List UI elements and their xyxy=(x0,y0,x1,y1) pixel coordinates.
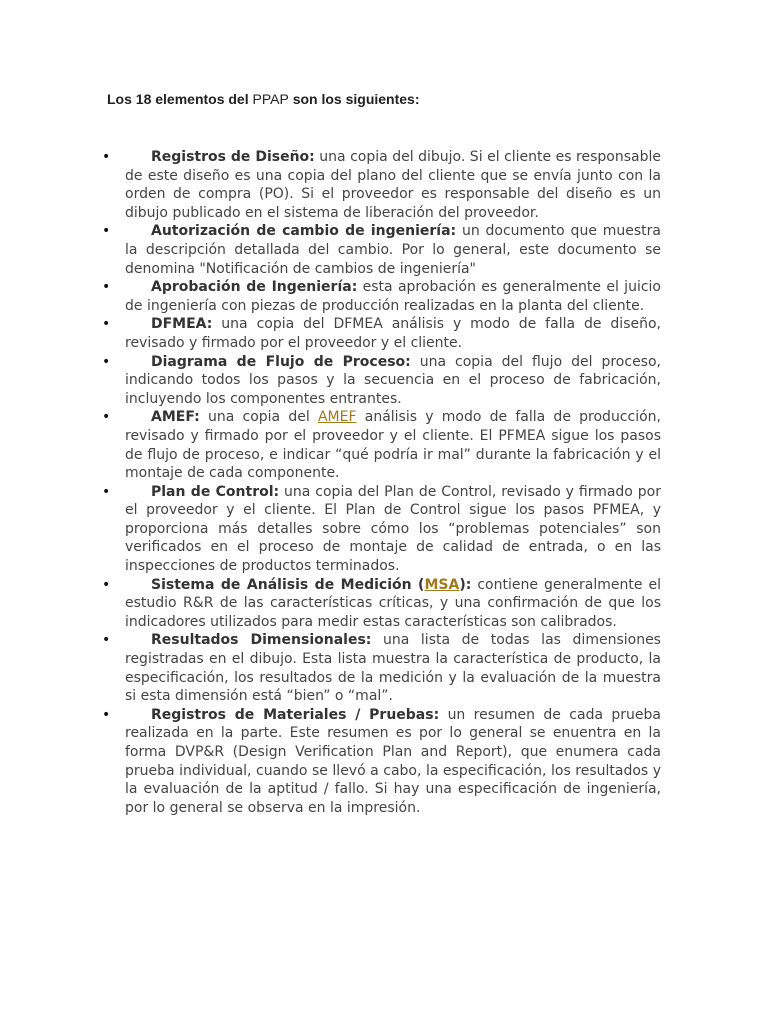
list-item xyxy=(102,315,661,352)
bullet-icon: • xyxy=(102,279,111,296)
item-term: Registros de Materiales / Pruebas: xyxy=(151,706,440,723)
bullet-icon: • xyxy=(102,223,111,240)
amef-link[interactable]: AMEF xyxy=(317,409,357,426)
item-text-post: contiene generalmente el estudio R&R de las características críticas, y una confirmación de que los indicadores utilizados para medir estas características son calibrados. xyxy=(125,576,661,630)
list-item xyxy=(102,706,662,818)
item-text: una copia del dibujo. Si el cliente es responsable de este diseño es una copia del plano del cliente que se envía junto con la orden de compra (PO). Si el proveedor es responsable del diseño es un dibujo publicado en el sistema de liberación del proveedor. xyxy=(125,149,661,221)
msa-link[interactable]: MSA xyxy=(424,576,460,593)
list-item xyxy=(102,408,661,482)
ppap-elements-list xyxy=(102,148,662,817)
heading-part2: PPAP xyxy=(252,91,289,107)
bullet-icon: • xyxy=(102,316,111,333)
item-term: Sistema de Análisis de Medición ( xyxy=(151,576,425,593)
bullet-icon: • xyxy=(102,149,111,165)
item-text-post: análisis y modo de falla de producción, revisado y firmado por el proveedor y el cliente. El PFMEA sigue los pasos de flujo de proceso, e indicar “qué podría ir mal” durante la fabricación y el montaje de cada componente. xyxy=(125,409,661,482)
item-text: una copia del Plan de Control, revisado y firmado por el proveedor y el cliente. El Plan de Control sigue los pasos PFMEA, y proporciona más detalles sobre cómo los “problemas potenciales” son verificados en el proceso de montaje de calidad de entrada, o en las inspecciones de productos terminados. xyxy=(125,483,661,575)
item-text: un resumen de cada prueba realizada en la parte. Este resumen es por lo general se enuentra en la forma DVP&R (Design Verification Plan and Report), que enumera cada prueba individual, cuando se llevó a cabo, la especificación, los resultados y la evaluación de la aptitud / fallo. Si hay una especificación de ingeniería, por lo general se observa en la impresión. xyxy=(125,706,662,816)
list-item xyxy=(102,278,661,315)
item-term-end: ): xyxy=(459,576,472,593)
list-item xyxy=(102,222,661,278)
bullet-icon: • xyxy=(102,409,111,426)
list-item xyxy=(102,631,661,705)
item-term: DFMEA: xyxy=(151,316,213,333)
item-term: Autorización de cambio de ingeniería: xyxy=(151,223,457,240)
item-term: Resultados Dimensionales: xyxy=(151,632,372,649)
list-item xyxy=(102,148,661,222)
heading-part1: Los 18 elementos del xyxy=(107,91,253,107)
item-text: esta aprobación es generalmente el juicio de ingeniería con piezas de producción realizadas en la planta del cliente. xyxy=(125,279,661,314)
page-heading xyxy=(107,91,420,107)
item-text: una lista de todas las dimensiones registradas en el dibujo. Esta lista muestra la característica de producto, la especificación, los resultados de la medición y la evaluación de la muestra si esta dimensión está “bien” o “mal”. xyxy=(125,632,661,705)
item-text: una copia del flujo del proceso, indicando todos los pasos y la secuencia en el proceso de fabricación, incluyendo los componentes entrantes. xyxy=(125,353,661,407)
bullet-icon: • xyxy=(102,632,111,649)
bullet-icon: • xyxy=(102,353,111,370)
item-text: una copia del DFMEA análisis y modo de falla de diseño, revisado y firmado por el proveedor y el cliente. xyxy=(125,316,661,351)
bullet-icon: • xyxy=(102,483,111,500)
item-term: Diagrama de Flujo de Proceso: xyxy=(151,353,411,370)
item-text-pre: una copia del xyxy=(199,409,318,426)
list-item xyxy=(102,353,661,409)
list-item xyxy=(102,576,661,632)
bullet-icon: • xyxy=(102,576,111,593)
item-text: un documento que muestra la descripción detallada del cambio. Por lo general, este documento se denomina "Notificación de cambios de ingeniería" xyxy=(125,223,661,277)
list-item xyxy=(102,483,661,576)
item-term: Plan de Control: xyxy=(151,483,280,500)
item-term: Registros de Diseño: xyxy=(151,149,315,165)
bullet-icon: • xyxy=(102,706,111,723)
item-term: Aprobación de Ingeniería: xyxy=(151,279,358,296)
heading-part3: son los siguientes: xyxy=(288,91,420,107)
item-term: AMEF: xyxy=(151,409,200,426)
